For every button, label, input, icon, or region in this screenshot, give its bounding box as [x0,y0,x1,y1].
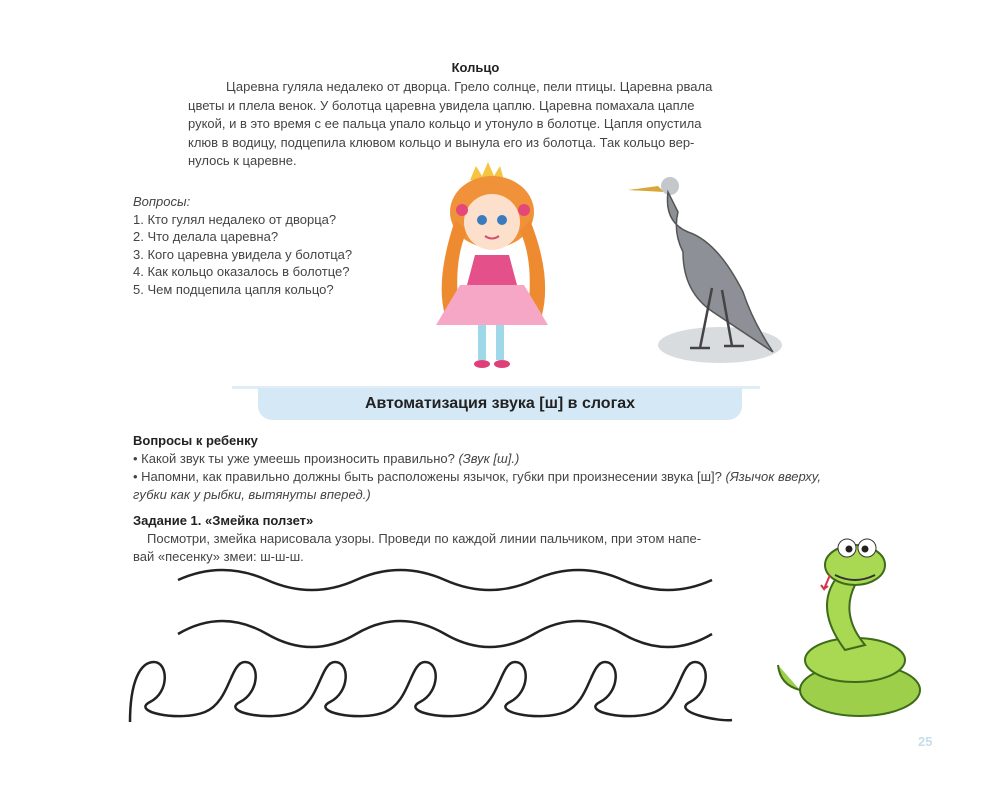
child-question-2: • Напомни, как правильно должны быть расположены язычок, губки при произнесении звука [ш]? [133,469,722,484]
child-answer-2a: (Язычок вверху, [725,469,822,484]
tracing-patterns [120,562,750,732]
questions-list [133,193,352,298]
princess-illustration [430,160,580,380]
child-questions-heading: Вопросы к ребенку [133,433,258,448]
question-item: 1. Кто гулял недалеко от дворца? [133,211,337,227]
page-number: 25 [918,734,933,749]
question-item: 3. Кого царевна увидела у болотца? [133,246,353,262]
section-banner: Автоматизация звука [ш] в слогах [258,388,742,420]
task-1 [133,512,773,566]
question-item: 2. Что делала царевна? [133,229,279,244]
snake-illustration [775,530,930,720]
heron-illustration [620,170,790,370]
loop-line [130,662,732,722]
questions-heading: Вопросы: [133,194,191,209]
story-line: нулось к царевне. [188,153,297,168]
story-title: Кольцо [451,60,500,75]
task-text-line: Посмотри, змейка нарисовала узоры. Проведи по каждой линии пальчиком, при этом напе- [147,531,702,546]
question-item: 4. Как кольцо оказалось в болотце? [133,264,350,279]
task-text-line: вай «песенку» змеи: ш-ш-ш. [133,549,304,564]
child-questions [133,432,903,504]
task-number: Задание 1 [133,513,198,528]
story-line: Царевна гуляла недалеко от дворца. Грело солнце, пели птицы. Царевна рвала [226,79,713,94]
child-answer-1: (Звук [ш].) [458,451,520,466]
wave-line-1 [178,570,712,590]
task-name: . «Змейка ползет» [197,513,314,528]
child-question-1: • Какой звук ты уже умеешь произносить правильно? [133,451,455,466]
story-line: рукой, и в это время с ее пальца упало кольцо и утонуло в болотце. Цапля опустила [188,116,702,131]
story-line: клюв в водицу, подцепила клювом кольцо и вынула его из болотца. Так кольцо вер- [188,134,695,150]
wave-line-2 [178,621,712,647]
story-line: цветы и плела венок. У болотца царевна увидела цаплю. Царевна помахала цапле [188,97,695,113]
story-text [188,78,768,171]
question-item: 5. Чем подцепила цапля кольцо? [133,281,334,297]
child-answer-2b: губки как у рыбки, вытянуты вперед.) [133,487,371,502]
